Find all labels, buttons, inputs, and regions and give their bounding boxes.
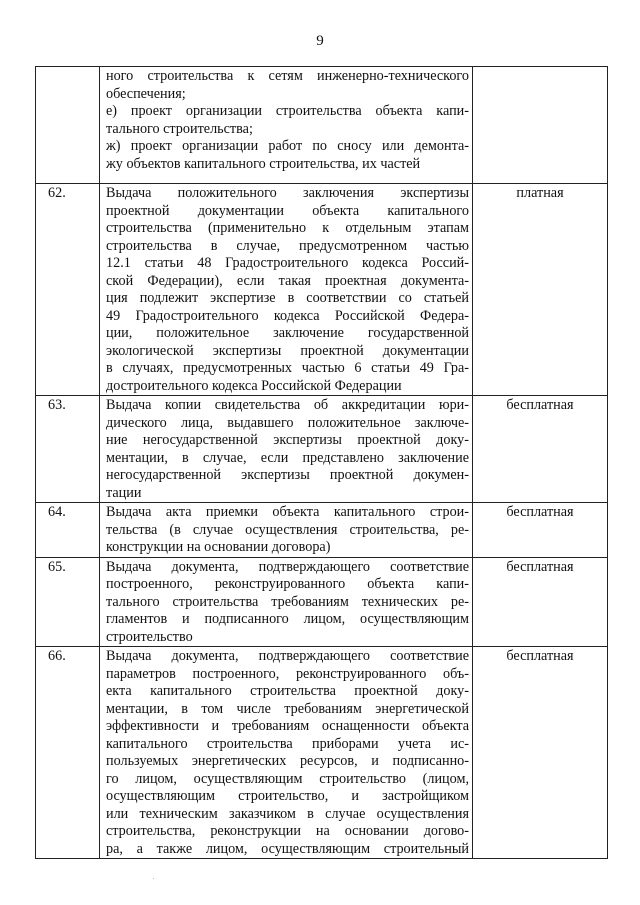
table-row (36, 396, 608, 503)
description-line: строительства в случае, предусмотренном частью (106, 237, 469, 254)
description-line: строительства (применительно к отдельным этапам (106, 220, 469, 236)
description-line: тации (106, 484, 142, 501)
table-row (36, 67, 608, 184)
description-line: 49 Градостроительного кодекса Российской Федера- (106, 307, 469, 324)
description-line: 12.1 статьи 48 Градостроительного кодекса Россий- (106, 255, 469, 271)
description-line: ж) проект организации работ по сносу или демонта- (106, 138, 469, 154)
description-line: тельства (в случае осуществления строительства, ре- (106, 521, 469, 538)
description-line: построенного, реконструированного объекта капи- (106, 576, 469, 592)
description-line: осуществляющим строительство, и застройщиком (106, 788, 469, 804)
row-number: 66. (36, 647, 100, 859)
service-description (100, 67, 473, 184)
service-description (100, 557, 473, 647)
description-line: параметров построенного, реконструированного объ- (106, 665, 469, 682)
description-line: жу объектов капитального строительства, их частей (106, 155, 421, 172)
description-line: ного строительства к сетям инженерно-технического (106, 68, 469, 84)
description-line: тального строительства требованиям технических ре- (106, 593, 469, 610)
fee-type: бесплатная (473, 396, 608, 503)
service-description (100, 647, 473, 859)
row-number: 65. (36, 557, 100, 647)
description-line: ментации, в том числе требованиям энергетической (106, 700, 469, 717)
description-line: е) проект организации строительства объекта капи- (106, 103, 469, 119)
fee-type: бесплатная (473, 503, 608, 558)
description-line: обеспечения; (106, 85, 186, 102)
row-number: 62. (36, 184, 100, 396)
description-line: капитального строительства приборами учета ис- (106, 735, 469, 752)
service-description (100, 184, 473, 396)
description-line: негосударственной экспертизы проектной докумен- (106, 467, 469, 483)
description-line: ментации, в случае, если представлено заключение (106, 449, 469, 466)
description-line: эффективности и требованиям оснащенности объекта (106, 718, 469, 734)
service-description (100, 503, 473, 558)
page-number: 9 (316, 33, 324, 49)
description-line: конструкции на основании договора) (106, 539, 331, 555)
table-row (36, 184, 608, 396)
description-line: строительство (106, 628, 193, 645)
description-line: или техническим заказчиком в случае осуществления (106, 805, 469, 822)
description-line: екта капитального строительства проектной доку- (106, 683, 469, 699)
description-line: ра, а также лицом, осуществляющим строительный (106, 840, 469, 857)
fee-type: бесплатная (473, 557, 608, 647)
table-row (36, 557, 608, 647)
description-line: Выдача документа, подтверждающего соответствие (106, 558, 469, 575)
description-line: ние негосударственной экспертизы проектной доку- (106, 432, 469, 448)
table-row (36, 503, 608, 558)
fee-type: бесплатная (473, 647, 608, 859)
table-body (36, 67, 608, 859)
description-line: го лицом, осуществляющим строительство (лицом, (106, 770, 469, 787)
row-number: 64. (36, 503, 100, 558)
description-line: тального строительства; (106, 120, 253, 137)
description-line: ской Федерации), если такая проектная документа- (106, 272, 469, 289)
services-table (35, 66, 608, 859)
description-line: экологической экспертизы проектной документации (106, 342, 469, 359)
description-line: в случаях, предусмотренных частью 6 статьи 49 Гра- (106, 360, 469, 376)
service-description (100, 396, 473, 503)
description-line: Выдача положительного заключения экспертизы (106, 185, 469, 201)
description-line: ция подлежит экспертизе в соответствии со статьей (106, 290, 469, 306)
description-line: проектной документации объекта капитального (106, 202, 469, 219)
description-line: гламентов и подписанного лицом, осуществляющим (106, 611, 469, 627)
description-line: Выдача копии свидетельства об аккредитации юри- (106, 397, 469, 413)
fee-type (473, 67, 608, 184)
table-row (36, 647, 608, 859)
scan-speck (153, 878, 154, 879)
description-line: Выдача документа, подтверждающего соответствие (106, 648, 469, 664)
description-line: Выдача акта приемки объекта капитального строи- (106, 504, 469, 520)
row-number: 63. (36, 396, 100, 503)
description-line: дического лица, выдавшего положительное заключе- (106, 414, 469, 431)
row-number (36, 67, 100, 184)
description-line: ции, положительное заключение государственной (106, 325, 469, 341)
description-line: строительства, реконструкции на основании догово- (106, 823, 469, 839)
fee-type: платная (473, 184, 608, 396)
description-line: пользуемых энергетических ресурсов, и подписанно- (106, 753, 469, 769)
description-line: достроительного кодекса Российской Федерации (106, 377, 402, 394)
